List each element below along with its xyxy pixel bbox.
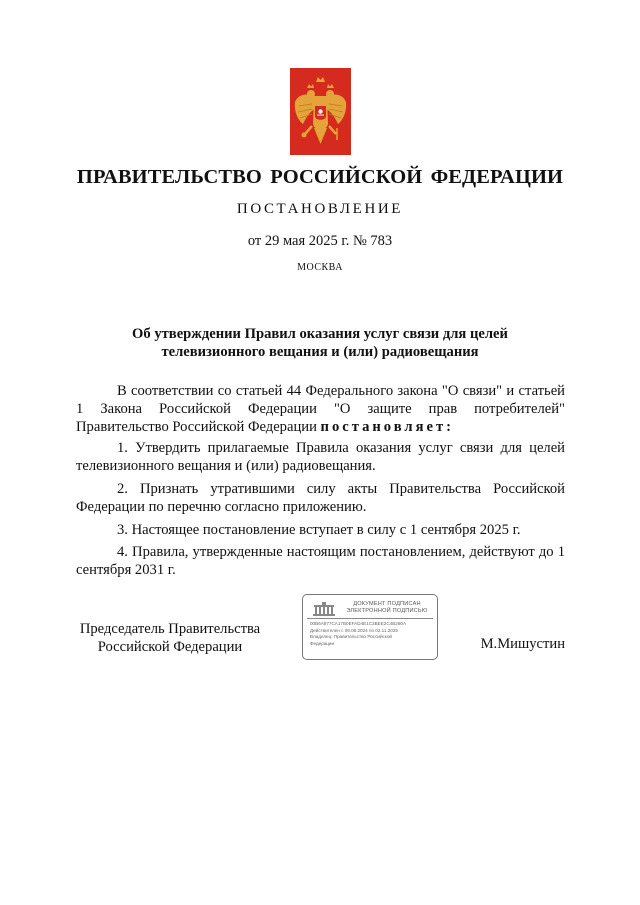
position-line-1: Председатель Правительства — [79, 621, 261, 637]
item-1: 1. Утвердить прилагаемые Правила оказания услуг связи для целей телевизионного вещания и (или) радиовещания. — [76, 440, 565, 475]
stamp-title — [339, 601, 435, 614]
item-4: 4. Правила, утвержденные настоящим постановлением, действуют до 1 сентября 2031 г. — [76, 544, 565, 579]
government-title: ПРАВИТЕЛЬСТВО РОССИЙСКОЙ ФЕДЕРАЦИИ — [76, 166, 564, 188]
document-subject — [80, 325, 560, 361]
city: МОСКВА — [297, 262, 343, 273]
government-building-icon — [311, 601, 337, 617]
signatory-name: М.Мишустин — [480, 636, 565, 652]
stamp-certificate: 00B6A877CA17B0EFAD4E1C3BEE2C4B260A — [310, 621, 407, 626]
stamp-title-line-2: ЭЛЕКТРОННОЙ ПОДПИСЬЮ — [346, 607, 428, 614]
stamp-info — [310, 621, 436, 647]
subject-line-2: телевизионного вещания и (или) радиовещания — [161, 344, 479, 360]
decree-word: постановляет: — [320, 418, 454, 435]
stamp-divider — [307, 618, 433, 619]
date-and-number: от 29 мая 2025 г. № 783 — [247, 233, 393, 249]
position-line-2: Российской Федерации — [97, 639, 243, 655]
item-2: 2. Признать утратившими силу акты Правительства Российской Федерации по перечню согласно приложению. — [76, 480, 565, 515]
stamp-validity: Действителен с 09.08.2024 по 02.11.2025 — [310, 627, 398, 633]
item-3: 3. Настоящее постановление вступает в силу с 1 сентября 2025 г. — [117, 521, 521, 538]
stamp-owner-line-2: Федерации — [310, 640, 335, 646]
stamp-owner-line-1: Владелец: Правительство Российской — [310, 634, 392, 639]
signatory-position — [70, 620, 270, 656]
coat-of-arms-emblem — [290, 68, 351, 155]
stamp-title-line-1: ДОКУМЕНТ ПОДПИСАН — [353, 601, 421, 607]
subject-line-1: Об утверждении Правил оказания услуг связи для целей — [132, 326, 508, 342]
preamble-paragraph — [76, 383, 565, 436]
electronic-signature-stamp — [302, 594, 438, 660]
document-type: ПОСТАНОВЛЕНИЕ — [236, 201, 404, 217]
preamble-text: В соответствии со статьей 44 Федерального закона "О связи" и статьей 1 Закона Российской Федерации "О защите прав потребителей" Правительство Российской Федерации — [76, 383, 565, 435]
document-body — [76, 383, 565, 585]
